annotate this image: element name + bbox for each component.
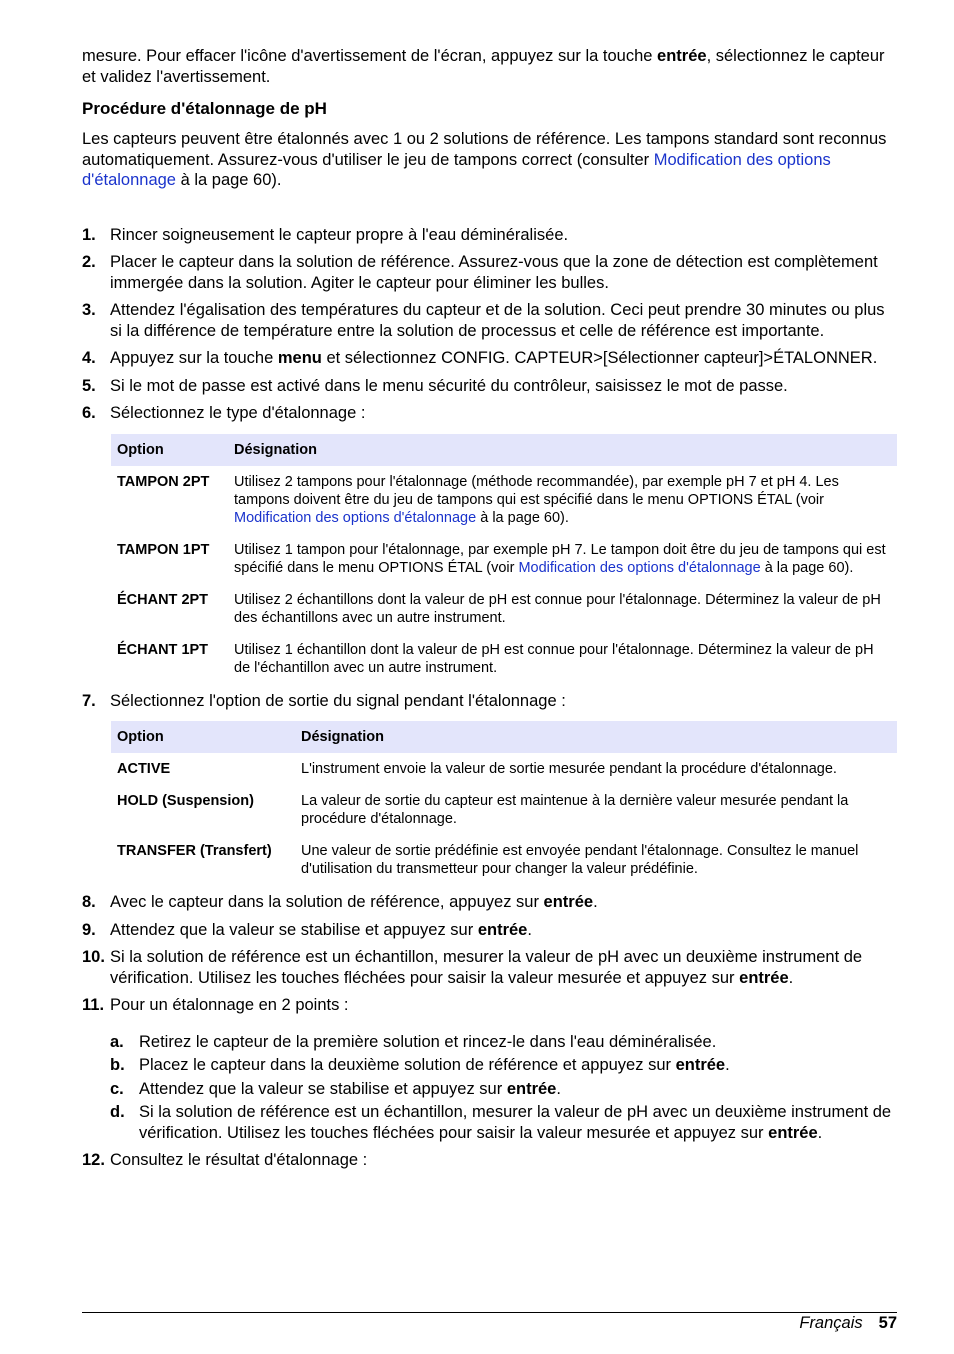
substep-letter: a. — [110, 1032, 124, 1051]
option-description — [228, 534, 897, 584]
step-text: Consultez le résultat d'étalonnage : — [110, 1151, 368, 1169]
substep-text: Placez le capteur dans la deuxième solution de référence et appuyez sur — [139, 1056, 676, 1074]
signal-output-table — [111, 721, 897, 885]
substep-letter: c. — [110, 1079, 124, 1098]
step-1 — [82, 225, 897, 246]
step-text: Pour un étalonnage en 2 points : — [110, 996, 349, 1014]
intro-text-end: , sélectionnez le capteur et validez l'avertissement. — [82, 47, 885, 86]
option-description: La valeur de sortie du capteur est maintenue à la dernière valeur mesurée pendant la procédure d'étalonnage. — [301, 793, 849, 827]
substep-letter: b. — [110, 1056, 125, 1074]
table-row — [111, 785, 897, 835]
substep-text-end: . — [817, 1123, 823, 1142]
table-row — [111, 753, 897, 785]
substep-bold-key: entrée — [506, 1079, 557, 1098]
substep-text: Si la solution de référence est un échantillon, mesurer la valeur de pH avec un deuxième instrument de vérification. Utilisez les touches fléchées pour saisir la valeur mesurée et appuyez sur — [139, 1103, 892, 1142]
substep-list — [110, 1032, 897, 1144]
option-description: L'instrument envoie la valeur de sortie mesurée pendant la procédure d'étalonnage. — [301, 761, 837, 777]
column-header-designation: Désignation — [295, 721, 897, 753]
substep-letter: d. — [110, 1103, 125, 1121]
step-text: Sélectionnez le type d'étalonnage : — [110, 404, 366, 422]
table-row — [111, 835, 897, 885]
step-text: Rincer soigneusement le capteur propre à l'eau déminéralisée. — [110, 225, 569, 244]
step-number: 8. — [82, 893, 96, 911]
table-row — [111, 634, 897, 684]
step-bold-key: entrée — [477, 920, 528, 939]
calibration-options-link[interactable]: Modification des options d'étalonnage — [82, 150, 831, 189]
step-number: 11. — [82, 996, 105, 1014]
step-bold-key: entrée — [739, 968, 789, 987]
step-text-end: et sélectionnez CONFIG. CAPTEUR>[Sélectionner capteur]>ÉTALONNER. — [321, 349, 878, 367]
section-intro-text: Les capteurs peuvent être étalonnés avec 1 ou 2 solutions de référence. Les tampons standard sont reconnus automatiquement. Assurez-vous d'utiliser le jeu de tampons correct (consulter — [82, 130, 887, 169]
step-10 — [82, 947, 897, 988]
step-text: Si la solution de référence est un échantillon, mesurer la valeur de pH avec un deuxième instrument de vérification. Utilisez les touches fléchées pour saisir la valeur mesurée et appuyez sur — [110, 948, 863, 987]
step-text: Sélectionnez l'option de sortie du signal pendant l'étalonnage : — [110, 691, 566, 710]
step-3 — [82, 300, 897, 341]
option-name: ÉCHANT 1PT — [117, 641, 209, 658]
intro-paragraph — [82, 46, 897, 87]
column-header-option: Option — [111, 721, 295, 753]
step-number: 10. — [82, 948, 105, 966]
step-text: Attendez que la valeur se stabilise et appuyez sur — [110, 920, 478, 939]
step-list — [82, 225, 897, 1171]
description-text-end: à la page 60). — [476, 509, 569, 526]
step-2 — [82, 252, 897, 293]
column-header-designation: Désignation — [228, 434, 897, 466]
description-text: Utilisez 1 tampon pour l'étalonnage, par exemple pH 7. Le tampon doit être du jeu de tampons qui est spécifié dans le menu OPTIONS ÉTAL (voir — [234, 541, 886, 576]
option-name: ACTIVE — [117, 761, 171, 777]
option-name: TRANSFER (Transfert) — [117, 843, 272, 859]
option-name: TAMPON 2PT — [117, 473, 210, 490]
step-text: Avec le capteur dans la solution de référence, appuyez sur — [110, 893, 544, 911]
document-page — [82, 46, 897, 1178]
description-text-end: à la page 60). — [760, 559, 854, 576]
intro-text: mesure. Pour effacer l'icône d'avertissement de l'écran, appuyez sur la touche — [82, 47, 658, 65]
option-description — [228, 466, 897, 534]
table-row — [111, 534, 897, 584]
calibration-type-table — [111, 434, 897, 684]
substep-bold-key: entrée — [675, 1056, 726, 1074]
step-number: 2. — [82, 253, 96, 271]
step-5 — [82, 376, 897, 397]
step-number: 12. — [82, 1151, 105, 1169]
step-text: Attendez l'égalisation des températures du capteur et de la solution. Ceci peut prendre 30 minutes ou plus si la différence de température entre la solution de processus et celle de référence est importante. — [110, 301, 885, 340]
option-name: HOLD (Suspension) — [117, 793, 254, 809]
calibration-options-link[interactable]: Modification des options d'étalonnage — [234, 509, 477, 526]
intro-bold-key: entrée — [657, 47, 707, 65]
step-12 — [82, 1150, 897, 1171]
description-text: Utilisez 2 tampons pour l'étalonnage (méthode recommandée), par exemple pH 7 et pH 4. Les tampons doivent être du jeu de tampons qui est spécifié dans le menu OPTIONS ÉTAL (voir — [234, 473, 839, 508]
substep-text: Attendez que la valeur se stabilise et appuyez sur — [139, 1079, 507, 1098]
step-8 — [82, 892, 897, 913]
option-description: Une valeur de sortie prédéfinie est envoyée pendant l'étalonnage. Consultez le manuel d'utilisation du transmetteur pour changer la valeur prédéfinie. — [301, 843, 859, 877]
table-header-row — [111, 434, 897, 466]
step-bold-key: menu — [277, 349, 322, 367]
calibration-options-link[interactable]: Modification des options d'étalonnage — [518, 559, 761, 576]
table-row — [111, 584, 897, 634]
section-intro-text-end: à la page 60). — [176, 171, 282, 189]
substep-a — [110, 1032, 897, 1053]
substep-text-end: . — [725, 1056, 730, 1074]
step-text-end: . — [593, 893, 598, 911]
substep-bold-key: entrée — [768, 1123, 818, 1142]
step-number: 1. — [82, 225, 96, 244]
substep-b — [110, 1055, 897, 1076]
step-11 — [82, 995, 897, 1143]
step-text-end: . — [788, 968, 794, 987]
option-description: Utilisez 2 échantillons dont la valeur de pH est connue pour l'étalonnage. Déterminez la valeur de pH des échantillons avec un autre instrument. — [234, 591, 881, 626]
section-intro — [82, 129, 897, 191]
step-4 — [82, 348, 897, 369]
step-number: 4. — [82, 349, 96, 367]
step-text: Placer le capteur dans la solution de référence. Assurez-vous que la zone de détection est complètement immergée dans la solution. Agiter le capteur pour éliminer les bulles. — [110, 253, 878, 292]
page-number: 57 — [878, 1314, 897, 1332]
option-name: TAMPON 1PT — [117, 541, 210, 558]
step-number: 9. — [82, 920, 96, 939]
substep-d — [110, 1102, 897, 1143]
step-number: 3. — [82, 301, 96, 319]
step-number: 5. — [82, 376, 96, 395]
footer-divider — [82, 1312, 897, 1313]
step-6 — [82, 403, 897, 684]
step-text: Appuyez sur la touche — [110, 349, 278, 367]
substep-text-end: . — [556, 1079, 561, 1098]
footer-language: Français — [799, 1314, 863, 1332]
option-name: ÉCHANT 2PT — [117, 591, 209, 608]
step-text-end: . — [527, 920, 532, 939]
step-9 — [82, 920, 897, 941]
step-number: 6. — [82, 404, 96, 422]
table-row — [111, 466, 897, 534]
substep-text: Retirez le capteur de la première solution et rincez-le dans l'eau déminéralisée. — [139, 1032, 717, 1051]
step-7 — [82, 691, 897, 886]
option-description: Utilisez 1 échantillon dont la valeur de pH est connue pour l'étalonnage. Déterminez la valeur de pH de l'échantillon avec un autre instrument. — [234, 641, 874, 676]
table-header-row — [111, 721, 897, 753]
step-bold-key: entrée — [543, 893, 594, 911]
column-header-option: Option — [111, 434, 228, 466]
section-title: Procédure d'étalonnage de pH — [82, 99, 327, 118]
step-number: 7. — [82, 691, 96, 710]
substep-c — [110, 1079, 897, 1100]
step-text: Si le mot de passe est activé dans le menu sécurité du contrôleur, saisissez le mot de passe. — [110, 376, 788, 395]
page-footer — [799, 1313, 897, 1333]
